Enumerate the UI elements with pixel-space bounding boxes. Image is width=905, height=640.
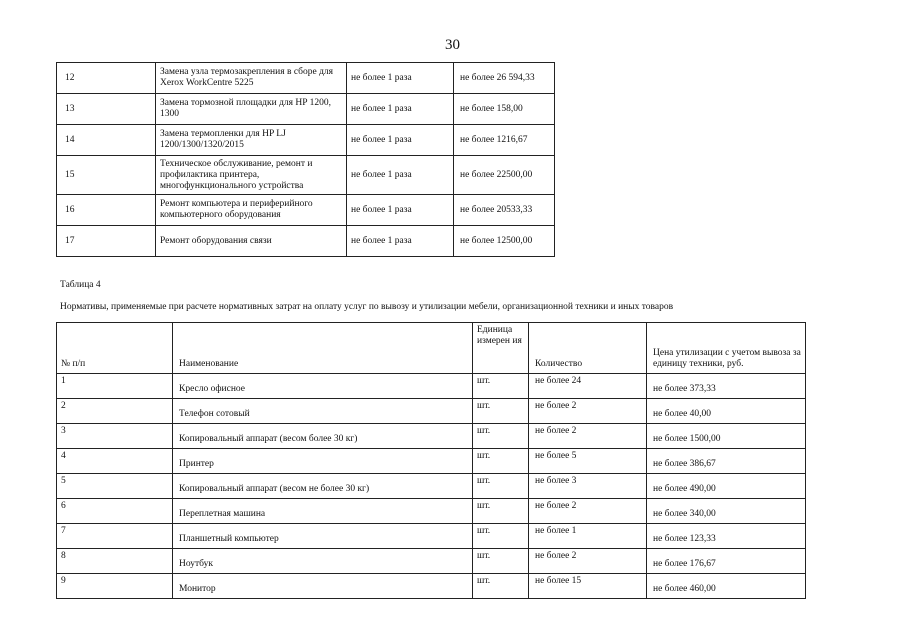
service-quantity: не более 1 раза bbox=[347, 156, 454, 195]
item-name: Монитор bbox=[173, 574, 473, 599]
item-name: Принтер bbox=[173, 449, 473, 474]
item-quantity: не более 5 bbox=[529, 449, 647, 474]
service-quantity: не более 1 раза bbox=[347, 195, 454, 226]
service-name: Техническое обслуживание, ремонт и профилактика принтера, многофункционального устройства bbox=[156, 156, 347, 195]
row-number: 17 bbox=[57, 226, 156, 257]
row-number: 7 bbox=[57, 524, 173, 549]
row-number: 5 bbox=[57, 474, 173, 499]
table-row bbox=[57, 399, 806, 424]
service-price: не более 22500,00 bbox=[454, 156, 555, 195]
table-row bbox=[57, 374, 806, 399]
item-price: не более 40,00 bbox=[647, 399, 806, 424]
service-price: не более 26 594,33 bbox=[454, 63, 555, 94]
item-name: Копировальный аппарат (весом более 30 кг) bbox=[173, 424, 473, 449]
item-price: не более 176,67 bbox=[647, 549, 806, 574]
service-quantity: не более 1 раза bbox=[347, 226, 454, 257]
service-price: не более 12500,00 bbox=[454, 226, 555, 257]
item-unit: шт. bbox=[473, 399, 529, 424]
service-quantity: не более 1 раза bbox=[347, 63, 454, 94]
service-price: не более 1216,67 bbox=[454, 125, 555, 156]
header-name: Наименование bbox=[173, 323, 473, 374]
table-label: Таблица 4 bbox=[60, 280, 101, 290]
item-unit: шт. bbox=[473, 474, 529, 499]
header-unit: Единица измерен ия bbox=[473, 323, 529, 374]
row-number: 8 bbox=[57, 549, 173, 574]
service-quantity: не более 1 раза bbox=[347, 125, 454, 156]
item-name: Ноутбук bbox=[173, 549, 473, 574]
item-quantity: не более 2 bbox=[529, 399, 647, 424]
table-row bbox=[57, 156, 555, 195]
item-price: не более 373,33 bbox=[647, 374, 806, 399]
item-price: не более 490,00 bbox=[647, 474, 806, 499]
item-quantity: не более 3 bbox=[529, 474, 647, 499]
services-table bbox=[56, 62, 555, 257]
table-caption: Нормативы, применяемые при расчете нормативных затрат на оплату услуг по вывозу и утилизации мебели, организационной техники и иных товаров bbox=[60, 302, 674, 312]
item-name: Планшетный компьютер bbox=[173, 524, 473, 549]
row-number: 6 bbox=[57, 499, 173, 524]
item-name: Переплетная машина bbox=[173, 499, 473, 524]
service-price: не более 20533,33 bbox=[454, 195, 555, 226]
row-number: 1 bbox=[57, 374, 173, 399]
table-row bbox=[57, 195, 555, 226]
row-number: 13 bbox=[57, 94, 156, 125]
service-name: Замена узла термозакрепления в сборе для Xerox WorkCentre 5225 bbox=[156, 63, 347, 94]
page-number: 30 bbox=[445, 37, 460, 53]
row-number: 12 bbox=[57, 63, 156, 94]
table-row bbox=[57, 94, 555, 125]
disposal-norms-table bbox=[56, 322, 806, 599]
table-row bbox=[57, 524, 806, 549]
table-row bbox=[57, 549, 806, 574]
item-price: не более 123,33 bbox=[647, 524, 806, 549]
item-unit: шт. bbox=[473, 424, 529, 449]
header-number: № п/п bbox=[57, 323, 173, 374]
item-unit: шт. bbox=[473, 499, 529, 524]
header-price: Цена утилизации с учетом вывоза за единицу техники, руб. bbox=[647, 323, 806, 374]
table-header-row bbox=[57, 323, 806, 374]
service-name: Замена тормозной площадки для HP 1200, 1300 bbox=[156, 94, 347, 125]
row-number: 14 bbox=[57, 125, 156, 156]
table-row bbox=[57, 424, 806, 449]
row-number: 9 bbox=[57, 574, 173, 599]
item-name: Копировальный аппарат (весом не более 30 кг) bbox=[173, 474, 473, 499]
item-quantity: не более 2 bbox=[529, 499, 647, 524]
item-unit: шт. bbox=[473, 574, 529, 599]
item-price: не более 1500,00 bbox=[647, 424, 806, 449]
table-row bbox=[57, 449, 806, 474]
item-name: Телефон сотовый bbox=[173, 399, 473, 424]
service-name: Замена термопленки для HP LJ 1200/1300/1320/2015 bbox=[156, 125, 347, 156]
table-row bbox=[57, 499, 806, 524]
service-name: Ремонт оборудования связи bbox=[156, 226, 347, 257]
item-price: не более 460,00 bbox=[647, 574, 806, 599]
row-number: 15 bbox=[57, 156, 156, 195]
row-number: 3 bbox=[57, 424, 173, 449]
table-row bbox=[57, 63, 555, 94]
item-quantity: не более 2 bbox=[529, 424, 647, 449]
item-quantity: не более 2 bbox=[529, 549, 647, 574]
table-row bbox=[57, 574, 806, 599]
item-quantity: не более 1 bbox=[529, 524, 647, 549]
table-row bbox=[57, 474, 806, 499]
service-quantity: не более 1 раза bbox=[347, 94, 454, 125]
item-quantity: не более 24 bbox=[529, 374, 647, 399]
item-unit: шт. bbox=[473, 524, 529, 549]
row-number: 4 bbox=[57, 449, 173, 474]
item-quantity: не более 15 bbox=[529, 574, 647, 599]
row-number: 16 bbox=[57, 195, 156, 226]
item-unit: шт. bbox=[473, 549, 529, 574]
table-row bbox=[57, 226, 555, 257]
item-unit: шт. bbox=[473, 449, 529, 474]
item-price: не более 340,00 bbox=[647, 499, 806, 524]
table-row bbox=[57, 125, 555, 156]
service-name: Ремонт компьютера и периферийного компьютерного оборудования bbox=[156, 195, 347, 226]
item-price: не более 386,67 bbox=[647, 449, 806, 474]
row-number: 2 bbox=[57, 399, 173, 424]
header-quantity: Количество bbox=[529, 323, 647, 374]
item-name: Кресло офисное bbox=[173, 374, 473, 399]
item-unit: шт. bbox=[473, 374, 529, 399]
service-price: не более 158,00 bbox=[454, 94, 555, 125]
